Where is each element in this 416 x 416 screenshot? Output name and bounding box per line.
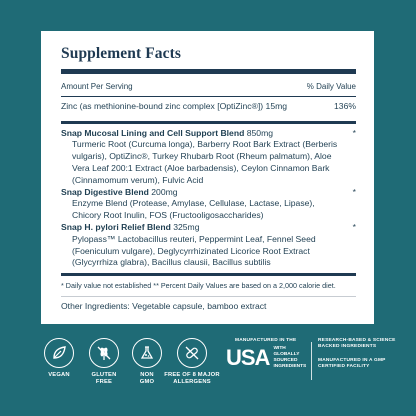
flask-icon <box>132 338 162 368</box>
blend-ingredients: Enzyme Blend (Protease, Amylase, Cellulase, Lactase, Lipase), Chicory Root Inulin, FOS (Fructooligosaccharides) <box>72 198 315 221</box>
panel-title: Supplement Facts <box>61 45 182 62</box>
other-ingredients: Other Ingredients: Vegetable capsule, bamboo extract <box>61 301 267 312</box>
blend-name: Snap Mucosal Lining and Cell Support Blend <box>61 127 245 138</box>
daily-value-footnote: * Daily value not established ** Percent Daily Values are based on a 2,000 calorie diet. <box>61 281 336 291</box>
badge-divider <box>311 342 312 380</box>
zinc-row <box>61 97 356 117</box>
blend-header-row <box>61 128 356 140</box>
daily-value-header: % Daily Value <box>306 82 356 91</box>
badge-label: VEGAN <box>48 372 70 378</box>
blend-item <box>61 222 356 269</box>
blend-amount: 850mg <box>244 127 274 138</box>
leaf-icon <box>44 338 74 368</box>
blend-header-row <box>61 222 356 234</box>
supplement-facts-panel <box>41 31 374 324</box>
badge-allergen-free <box>160 338 224 386</box>
blend-header-row <box>61 187 356 199</box>
badge-strip <box>0 338 416 398</box>
badge-label: FREE OF 8 MAJOR <box>164 372 220 378</box>
blend-amount: 200mg <box>148 186 178 197</box>
serving-header-row <box>61 78 356 96</box>
blend-list <box>61 124 356 270</box>
blend-item <box>61 128 356 187</box>
blend-star: * <box>352 186 356 197</box>
blend-star: * <box>352 221 356 232</box>
blend-name: Snap Digestive Blend <box>61 186 149 197</box>
badge-label: GLUTEN <box>91 372 117 378</box>
claim-item: RESEARCH-BASED & SCIENCE BACKED INGREDIENTS <box>318 338 396 349</box>
badge-label: GMO <box>139 379 155 385</box>
usa-word: USA <box>226 345 270 370</box>
wheat-crossed-icon <box>89 338 119 368</box>
usa-sub-text: SOURCED INGREDIENTS <box>273 358 307 369</box>
zinc-label: Zinc (as methionine-bound zinc complex [OptiZinc®]) 15mg <box>61 100 288 111</box>
blend-ingredients: Pylopass™ Lactobacillus reuteri, Peppermint Leaf, Fennel Seed (Foeniculum vulgare), Deglycyrrhizinated Licorice Root Extract (Glycyrrhiza glabra), Bacillus clausii, Bacillus subtilis <box>72 233 316 268</box>
badge-vegan <box>34 338 84 379</box>
zinc-dv: 136% <box>334 100 356 111</box>
capsule-crossed-icon <box>177 338 207 368</box>
badge-label: ALLERGENS <box>173 379 211 385</box>
made-in-usa-badge <box>226 338 306 370</box>
blend-name: Snap H. pylori Relief Blend <box>61 221 171 232</box>
claim-item: MANUFACTURED IN A GMP CERTIFIED FACILITY <box>318 358 386 369</box>
blend-amount: 325mg <box>170 221 200 232</box>
quality-claims <box>318 338 398 378</box>
badge-label: NON <box>140 372 154 378</box>
blend-ingredients: Turmeric Root (Curcuma longa), Barberry Root Bark Extract (Berberis vulgaris), OptiZinc®, Turkey Rhubarb Root (Rheum palmatum), Aloe Vera Leaf 200:1 Extract (Aloe barbadensis), Ceylon Cinnamon Bark (Cinnamomum verum), Fulvic Acid <box>72 139 338 185</box>
blend-item <box>61 187 356 222</box>
badge-label: FREE <box>95 379 113 385</box>
amount-per-serving-label: Amount Per Serving <box>61 82 133 91</box>
title-rule <box>61 69 356 74</box>
usa-sub-text: WITH GLOBALLY <box>273 346 300 357</box>
blend-star: * <box>352 127 356 138</box>
usa-top-text: MANUFACTURED IN THE <box>235 338 297 343</box>
